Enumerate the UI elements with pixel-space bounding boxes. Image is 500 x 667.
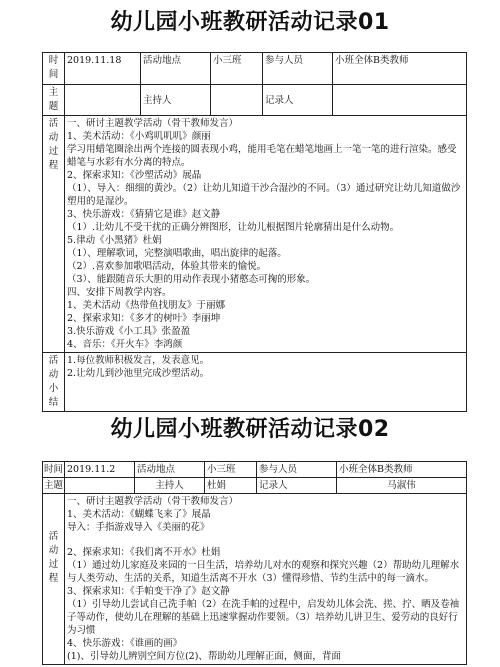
participants-value: 小班全体B类教师 — [333, 53, 467, 85]
participants-label: 参与人员 — [257, 462, 337, 478]
summary-line: 1.每位教师积极发言，发表意见。 — [67, 355, 210, 366]
info-row — [43, 462, 467, 478]
topic-label: 主题 — [43, 478, 65, 494]
location-value: 小三班 — [205, 462, 257, 478]
process-line: 3、快乐游戏：《猜猜它是谁》赵文静 — [67, 209, 221, 220]
process-line: 学习用蜡笔圈涂出两个连接的圆表现小鸡，能用毛笔在蜡笔地画上一笔一笔的进行渲染。感受蜡笔与水彩有水分离的特点。 — [67, 144, 457, 168]
time-label: 时间 — [48, 55, 59, 80]
process-line: 5.律动《小黑猪》杜娟 — [67, 235, 162, 246]
process-content — [65, 494, 467, 665]
process-line: 4、快乐游戏：《谁画的画》 — [67, 638, 183, 649]
record-title: 幼儿园小班教研活动记录02 — [110, 417, 390, 442]
topic-row — [43, 85, 467, 116]
record-table — [42, 461, 467, 665]
host-label: 主持人 — [141, 85, 211, 116]
process-line: 3.快乐游戏《小工具》张盈盈 — [67, 326, 191, 337]
recorder-value — [333, 85, 467, 116]
process-line: 2、探索求知：《我们离不开水》杜娟 — [67, 547, 221, 558]
participants-value: 小班全体B类教师 — [337, 462, 467, 478]
time-value: 2019.11.18 — [65, 53, 141, 85]
process-line: 3、探索求知：《手帕变干净了》赵文静 — [67, 586, 230, 597]
process-line: 一、研讨主题教学活动（骨干教师发言） — [67, 118, 239, 129]
process-line: 2、探索求知：《多才的树叶》李丽坤 — [67, 313, 221, 324]
process-line: 1、美术活动：《小鸡叽叽叽》颜丽 — [67, 131, 211, 142]
process-line: 1、美术活动《热带鱼找朋友》于丽娜 — [67, 300, 226, 311]
process-line: （1）、理解歌词，完整演唱歌曲，唱出旋律的起落。 — [67, 248, 287, 259]
topic-row — [43, 478, 467, 494]
host-label: 主持人 — [135, 478, 205, 494]
process-line: 2、探索求知：《沙塑活动》展晶 — [67, 170, 202, 181]
process-line: (1)、引导幼儿辨别空间方位(2)、帮助幼儿理解正面，侧面，背面 — [67, 651, 341, 662]
process-label: 活动过程 — [48, 118, 59, 171]
process-line: （1）通过幼儿家庭及来园的一日生活，培养幼儿对水的观察和探究兴趣（2）帮助幼儿理解水与人类劳动、生活的关系，知道生活离不开水（3）懂得珍惜、节约生活中的每一滴水。 — [67, 560, 460, 584]
summary-content — [65, 353, 467, 412]
location-label: 活动地点 — [141, 53, 211, 85]
process-line: 1、美术活动：《蝴蝶飞来了》展晶 — [67, 509, 211, 520]
process-line: 导入：手指游戏导入《美丽的花》 — [67, 522, 210, 533]
process-row — [43, 116, 467, 353]
location-value: 小三班 — [211, 53, 263, 85]
record-title: 幼儿园小班教研活动记录01 — [110, 10, 390, 35]
process-line: 4、音乐：《开火车》李鸿颜 — [67, 339, 183, 350]
record-table — [42, 52, 467, 412]
recorder-value: 马淑伟 — [337, 478, 467, 494]
host-value: 杜娟 — [205, 478, 257, 494]
host-value — [211, 85, 263, 116]
recorder-label: 记录人 — [257, 478, 337, 494]
process-label: 活动过程 — [48, 531, 59, 584]
process-row — [43, 494, 467, 665]
process-line: （3）、能跟随音乐大胆的用动作表现小猪憨态可掬的形象。 — [67, 274, 316, 285]
participants-label: 参与人员 — [263, 53, 333, 85]
process-line: （1）.让幼儿不受干扰的正确分辨图形，让幼儿根据图片轮廓猜出是什么动物。 — [67, 222, 400, 233]
process-content — [65, 116, 467, 353]
process-line: 四、安排下周教学内容。 — [67, 287, 172, 298]
process-line: 一、研讨主题教学活动（骨干教师发言） — [67, 496, 239, 507]
info-row — [43, 53, 467, 85]
process-line: （2）.喜欢参加歌唱活动，体验其带来的愉悦。 — [67, 261, 267, 272]
topic-value — [65, 478, 135, 494]
process-line: （1）、导入：细细的黄沙。（2）让幼儿知道干沙合湿沙的不同。（3）通过研究让幼儿知道做沙塑用的是湿沙。 — [67, 183, 461, 207]
summary-line: 2.让幼儿到沙池里完成沙塑活动。 — [67, 368, 210, 379]
recorder-label: 记录人 — [263, 85, 333, 116]
time-label: 时间 — [43, 462, 65, 478]
topic-label: 主题 — [48, 87, 59, 112]
time-value: 2019.11.2 — [65, 462, 135, 478]
summary-row — [43, 353, 467, 412]
process-line: （1）引导幼儿尝试自己洗手帕（2）在洗手帕的过程中，启发幼儿体会洗、搓、拧、晒及卷袖子等动作，使幼儿在理解的基础上迅速掌握动作要领。（3）培养幼儿讲卫生、爱劳动的良好行为习惯 — [67, 599, 460, 636]
summary-label: 活动小结 — [48, 355, 59, 408]
topic-value — [65, 85, 141, 116]
location-label: 活动地点 — [135, 462, 205, 478]
